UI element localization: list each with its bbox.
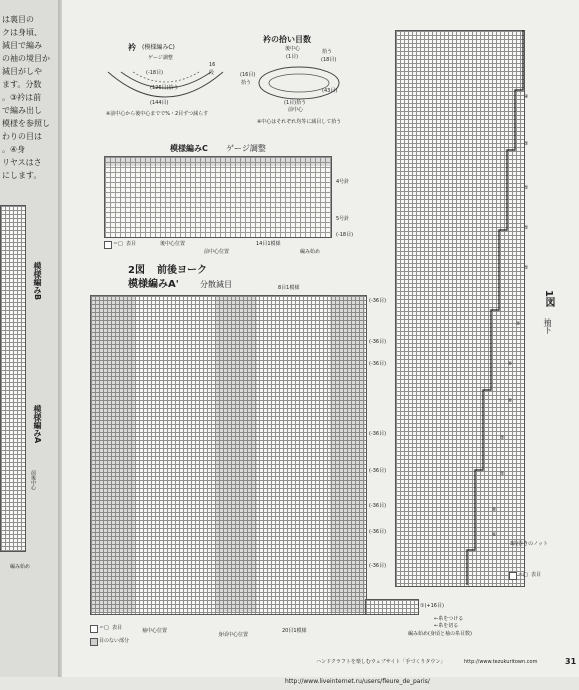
- instruction-line: 減目がしや: [2, 67, 42, 76]
- yoke-cut: ←糸を切る: [434, 623, 459, 629]
- pickup-r1: (1目): [286, 54, 299, 60]
- collar-row-1: (-18目): [146, 70, 164, 76]
- chart-c-needle-5: 5号針: [336, 216, 350, 222]
- sleeve-title: 袖下: [543, 318, 552, 334]
- sleeve-fig-number: 1図: [543, 290, 554, 307]
- pattern-c-title: 模様編みC: [170, 144, 208, 153]
- yoke-repeat-2: 20目1模様: [282, 628, 307, 634]
- yoke-title: 前後ヨーク: [157, 265, 207, 276]
- yoke-bottom-extension: [365, 599, 419, 615]
- instruction-line: の袖の境目か: [2, 54, 50, 63]
- yoke-repeat: 8目1模様: [278, 285, 300, 291]
- sleeve-num: ⑤: [516, 321, 521, 327]
- site-url[interactable]: http://www.tezukuritown.com: [464, 659, 538, 665]
- yoke-bottom-right-mark: ①(+16目): [420, 603, 444, 609]
- front-back-center-label: 前後中心: [30, 470, 36, 490]
- left-page: [0, 0, 63, 690]
- chart-c-legend-sign: ＝□: [113, 241, 123, 247]
- yoke-mark: (-36目): [369, 468, 387, 474]
- collar-subtitle: (模様編みC): [142, 44, 175, 51]
- page-number: 31: [565, 657, 577, 666]
- sleeve-num: ⑥: [492, 532, 497, 538]
- sleeve-num: ⑤: [524, 265, 529, 271]
- sleeve-num: ⑤: [524, 185, 529, 191]
- chart-c-start: 編み始め: [300, 249, 321, 255]
- yoke-legend-sign: ＝□: [99, 625, 109, 631]
- pickup-r2: 拾う: [322, 49, 333, 55]
- instruction-line: クは身頃、: [2, 28, 42, 37]
- chart-c-legend-label: 表目: [126, 241, 137, 247]
- pattern-c-shade: [104, 156, 330, 166]
- collar-note: ※前中心から後中心までで%・2目ずつ減らす: [106, 111, 209, 117]
- sleeve-num: ⑥: [508, 361, 513, 367]
- legend-swatch: [90, 625, 98, 633]
- collar-row-5: 段: [209, 70, 215, 76]
- yoke-fig-number: 2図: [128, 265, 145, 276]
- sleeve-num: ⑤: [524, 225, 529, 231]
- sleeve-knot-note: 3段巻きのノット: [510, 541, 548, 547]
- chart-c-back-center: 後中心位置: [160, 241, 186, 247]
- instruction-line: リヤスはさ: [2, 158, 42, 167]
- instruction-line: わりの目は: [2, 132, 42, 141]
- yoke-mark: (-36目): [369, 298, 387, 304]
- yoke-mark: (-36目): [369, 339, 387, 345]
- yoke-body-center: 身頃中心位置: [218, 632, 249, 638]
- sleeve-legend-label: 表目: [531, 572, 542, 578]
- yoke-start: 編み始め(身頃と袖の糸目数): [408, 631, 472, 637]
- yoke-mark: (-36目): [369, 563, 387, 569]
- instruction-line: 模様を参照し: [2, 119, 50, 128]
- pattern-c-subtitle: ゲージ調整: [226, 144, 266, 153]
- instruction-line: で編み出し: [2, 106, 42, 115]
- pickup-title: 衿の拾い目数: [263, 35, 311, 44]
- chart-c-repeat: 14目1模様: [256, 241, 281, 247]
- sleeve-num: ⑤: [524, 141, 529, 147]
- pickup-r3: (18目): [321, 57, 337, 63]
- collar-row-2: (126目)拾う: [150, 85, 179, 91]
- pickup-left2: 拾う: [241, 80, 252, 86]
- yoke-decrease-label: 分散減目: [200, 280, 232, 289]
- collar-title: 衿: [128, 43, 136, 52]
- pickup-front-center: 前中心: [288, 107, 304, 113]
- site-japanese: ハンドクラフトを楽しむウェブサイト「手づくりタウン」: [316, 659, 446, 665]
- sleeve-legend-sign: ＝□: [518, 572, 528, 578]
- yoke-mark: (-36目): [369, 431, 387, 437]
- yoke-mark: (-36目): [369, 503, 387, 509]
- left-chart-grid: [0, 205, 26, 552]
- collar-gauge: ゲージ調整: [148, 55, 173, 61]
- instruction-line: は裏目の: [2, 15, 34, 24]
- legend-swatch: [104, 241, 112, 249]
- pattern-a-label: 模様編みA: [33, 405, 42, 444]
- pattern-c-grid: [104, 156, 332, 238]
- collar-row-3: (144目): [150, 100, 169, 106]
- chart-c-needle-4: 4号針: [336, 179, 350, 185]
- legend-swatch: [509, 572, 517, 580]
- pickup-left1: (16目): [240, 72, 256, 78]
- pickup-back-center: 後中心: [285, 46, 301, 52]
- yoke-shade-left: [90, 295, 135, 613]
- yoke-legend-label: 表目: [112, 625, 123, 631]
- sleeve-num: ⑥: [492, 507, 497, 513]
- sleeve-num: ⑥: [508, 398, 513, 404]
- yoke-cast-add: ←糸をつける: [434, 616, 464, 622]
- left-knit-start-label: 編み始め: [10, 564, 31, 570]
- collar-row-4: 16: [209, 62, 216, 68]
- instruction-line: にします。: [2, 171, 42, 180]
- yoke-shade-mid: [215, 295, 257, 613]
- yoke-mark: (-36目): [369, 529, 387, 535]
- pattern-b-label: 模様編みB: [33, 262, 42, 301]
- instruction-line: 。④身: [2, 145, 26, 154]
- yoke-mark: (-36目): [369, 361, 387, 367]
- instruction-line: 。③衿は前: [2, 93, 42, 102]
- chart-c-decrease: (-18目): [336, 232, 354, 238]
- pickup-r5: (1目)拾う: [284, 100, 307, 106]
- yoke-sleeve-center: 袖中心位置: [142, 628, 168, 634]
- liveinternet-url[interactable]: http://www.liveinternet.ru/users/fleure_de_paris/: [285, 678, 430, 685]
- yoke-shade-right: [330, 295, 365, 613]
- instruction-line: ます。分数: [2, 80, 42, 89]
- sleeve-num: ④: [524, 94, 529, 100]
- yoke-pattern: 模様編みA': [128, 279, 179, 290]
- yoke-legend2-label: 目のない部分: [99, 638, 130, 644]
- pickup-r4: (43目): [322, 88, 338, 94]
- pickup-note: ※中心はそれぞれ均等に減目して拾う: [257, 119, 342, 125]
- chart-c-front-center: 前中心位置: [204, 249, 230, 255]
- legend-swatch-gray: [90, 638, 98, 646]
- instruction-line: 減目で編み: [2, 41, 42, 50]
- sleeve-staircase-svg: [395, 30, 530, 590]
- sleeve-num: ⑤: [500, 471, 505, 477]
- sleeve-num: ⑤: [500, 435, 505, 441]
